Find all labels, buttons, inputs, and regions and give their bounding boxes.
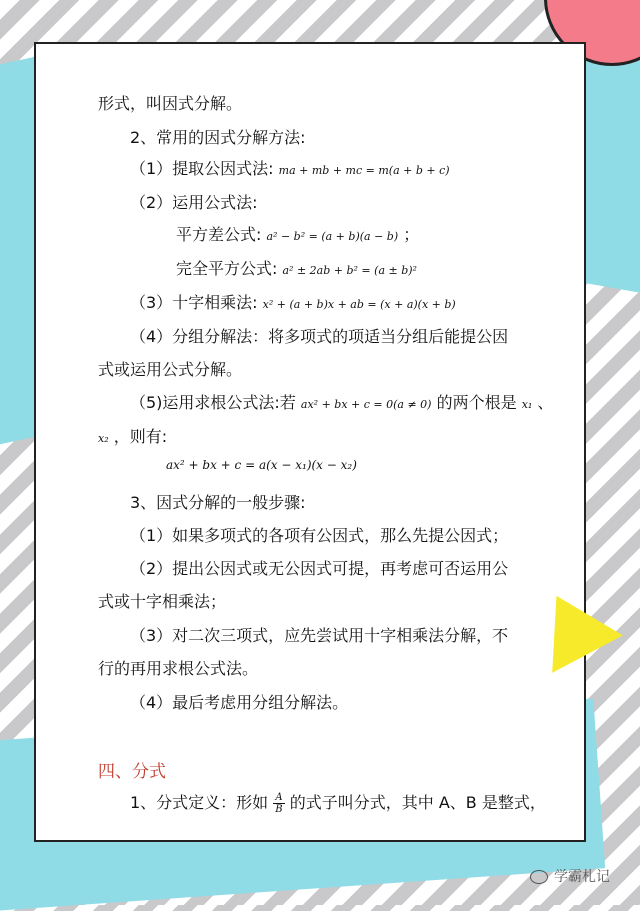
fraction <box>273 792 284 815</box>
formula: ma + mb + mc = m(a + b + c) <box>278 164 450 177</box>
formula-display: ax² + bx + c = a(x − x₁)(x − x₂) <box>166 458 357 472</box>
fraction-numerator: A <box>273 792 284 804</box>
text-line <box>130 790 546 815</box>
text-line: 式或运用公式分解。 <box>98 360 243 379</box>
text-line: （4）最后考虑用分组分解法。 <box>130 693 349 712</box>
document-page <box>34 42 586 842</box>
text-line: （3）对二次三项式，应先尝试用十字相乘法分解，不 <box>130 626 509 645</box>
text-line: （2）提出公因式或无公因式可提，再考虑可否运用公 <box>130 559 509 578</box>
text-line: （2）运用公式法: <box>130 193 258 212</box>
formula-label: 平方差公式: <box>176 225 262 244</box>
watermark <box>530 866 610 886</box>
watermark-text: 学霸札记 <box>554 869 610 885</box>
text-line <box>130 156 450 179</box>
text-line <box>130 390 553 413</box>
text-line: 形式，叫因式分解。 <box>98 94 243 113</box>
method-label: （5)运用求根公式法:若 <box>130 393 296 412</box>
text-line: 式或十字相乘法； <box>98 592 227 611</box>
formula: ax² + bx + c = 0(a ≠ 0) <box>300 398 432 411</box>
text-line: （1）如果多项式的各项有公因式，那么先提公因式； <box>130 526 509 545</box>
text-fragment: 的两个根是 <box>436 393 517 412</box>
method-label: （3）十字相乘法: <box>130 293 258 312</box>
text-line <box>176 222 419 245</box>
section-heading: 四、分式 <box>98 762 166 782</box>
text-line: （4）分组分解法：将多项式的项适当分组后能提公因 <box>130 327 509 346</box>
method-label: （1）提取公因式法: <box>130 159 274 178</box>
punctuation: 、 <box>537 393 554 412</box>
text-line <box>130 290 456 313</box>
text-line <box>176 256 417 279</box>
text-line: 2、常用的因式分解方法: <box>130 128 306 147</box>
fraction-denominator: B <box>275 804 283 815</box>
formula: a² ± 2ab + b² = (a ± b)² <box>282 264 417 277</box>
text-line <box>98 424 167 447</box>
text-line: 行的再用求根公式法。 <box>98 659 259 678</box>
text-fragment: ，则有: <box>113 427 168 446</box>
punctuation: ； <box>403 225 420 244</box>
formula: x² + (a + b)x + ab = (x + a)(x + b) <box>262 298 456 311</box>
text-fragment: 的式子叫分式，其中 A、B 是整式， <box>289 793 546 812</box>
wechat-icon <box>530 870 548 884</box>
formula: a² − b² = (a + b)(a − b) <box>266 230 399 243</box>
text-line: 3、因式分解的一般步骤: <box>130 493 306 512</box>
variable: x₁ <box>521 398 533 411</box>
definition-label: 1、分式定义：形如 <box>130 793 269 812</box>
formula-label: 完全平方公式: <box>176 259 278 278</box>
variable: x₂ <box>98 432 109 445</box>
